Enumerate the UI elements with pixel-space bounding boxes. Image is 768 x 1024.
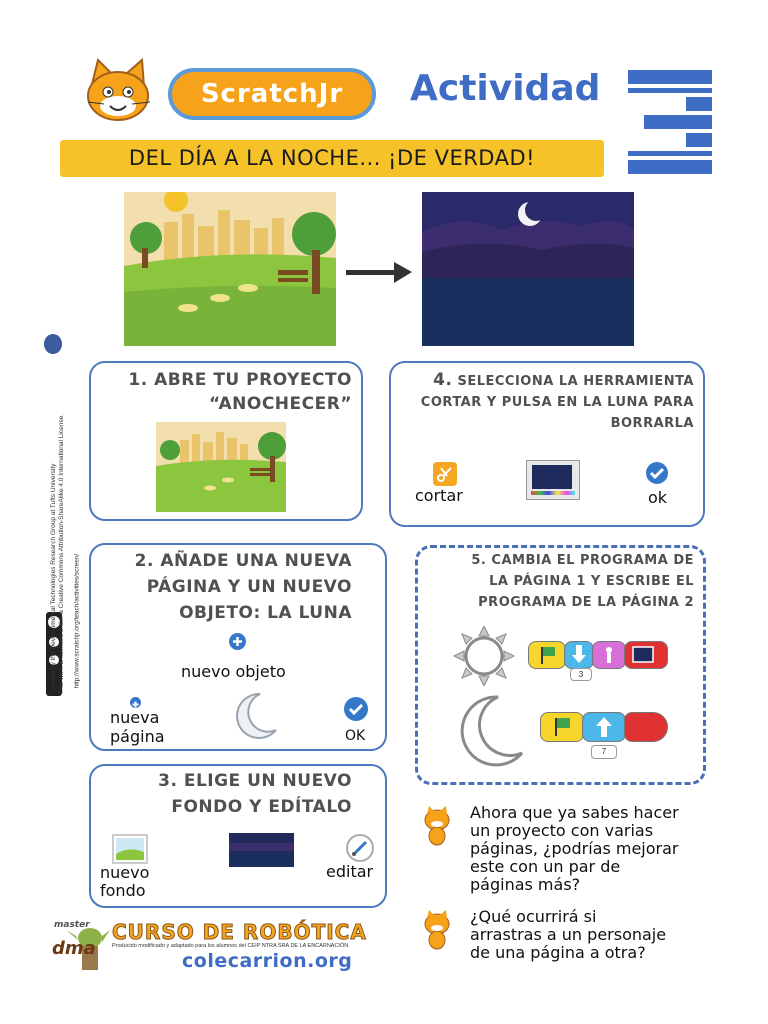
night-background-thumbnail xyxy=(229,833,294,867)
step-4-title-line-1: SELECCIONA LA HERRAMIENTA xyxy=(457,374,694,389)
add-page-plus-icon[interactable] xyxy=(130,697,141,708)
scissors-icon[interactable] xyxy=(433,462,457,486)
master-label: master xyxy=(54,920,90,930)
question-2-text xyxy=(470,908,720,962)
question-1-line-4: este con un par de xyxy=(470,857,621,876)
ok-label-step-4: ok xyxy=(648,488,668,507)
step-3-title-line-1: ELIGE UN NUEVO xyxy=(183,771,352,791)
step-1-title-line-1: ABRE TU PROYECTO xyxy=(154,370,352,390)
question-1-text xyxy=(470,804,720,894)
scratch-cat-mascot-icon-2 xyxy=(420,910,454,950)
credit-url-block xyxy=(72,470,82,690)
shrink-block[interactable] xyxy=(592,641,626,669)
move-down-block[interactable] xyxy=(564,641,594,669)
arrow-right-icon xyxy=(346,262,412,284)
moon-outline-sprite-icon xyxy=(452,693,526,769)
new-page-label-line-1: nueva xyxy=(110,708,160,727)
step-2-title-line-2: PÁGINA Y UN NUEVO xyxy=(146,577,352,597)
step-3-number: 3. xyxy=(158,771,178,791)
step-4-title-line-3: BORRARLA xyxy=(610,416,694,431)
step-5-number: 5. xyxy=(471,553,487,568)
question-1-line-5: páginas más? xyxy=(470,875,581,894)
step-2-title-line-3: OBJETO: LA LUNA xyxy=(179,603,352,623)
new-background-label-line-2: fondo xyxy=(100,881,146,900)
step-2-title xyxy=(100,548,352,626)
step-5-title-line-2: LA PÁGINA 1 Y ESCRIBE EL xyxy=(489,574,694,589)
edit-label: editar xyxy=(326,862,374,881)
step-5-title-line-3: PROGRAMA DE LA PÁGINA 2 xyxy=(478,595,694,610)
ok-check-icon-step-2[interactable] xyxy=(344,697,368,721)
step-1-title-line-2: “ANOCHECER” xyxy=(209,394,352,414)
course-subtitle: Producido modificado y adaptado para los alumnos del CEIP NTRA SRA DE LA ENCARNACIÓN xyxy=(112,943,349,949)
ok-check-icon[interactable] xyxy=(646,462,668,484)
step-2-number: 2. xyxy=(134,551,154,571)
paint-editor-icon[interactable] xyxy=(346,834,374,862)
course-title: CURSO DE ROBÓTICA xyxy=(112,920,367,944)
question-1-line-3: páginas, ¿podrías mejorar xyxy=(470,839,679,858)
end-block[interactable] xyxy=(624,712,668,742)
editor-screenshot-thumbnail xyxy=(526,460,580,500)
step-5-title xyxy=(426,550,694,613)
scratchjr-logo: ScratchJr xyxy=(168,68,376,120)
moon-sprite-icon xyxy=(226,690,282,742)
sun-sprite-icon xyxy=(452,626,516,686)
night-scene-image xyxy=(422,192,634,346)
cut-label: cortar xyxy=(415,486,463,505)
step-5-title-line-1: CAMBIA EL PROGRAMA DE xyxy=(491,553,694,568)
step-3-title xyxy=(100,768,352,820)
activity-banner xyxy=(60,140,604,177)
scratch-cat-mascot-icon xyxy=(420,806,454,846)
step-3-title-line-2: FONDO Y EDÍTALO xyxy=(171,797,352,817)
move-up-block[interactable] xyxy=(582,712,626,742)
step-1-number: 1. xyxy=(128,370,148,390)
activity-label: Actividad xyxy=(410,68,601,109)
new-object-label: nuevo objeto xyxy=(181,662,286,681)
green-flag-block[interactable] xyxy=(528,641,566,669)
ok-label-step-2: OK xyxy=(345,728,366,744)
credit-line-1: Created by the Developmental Technologies Research Group at Tufts University xyxy=(50,463,57,694)
activity-number xyxy=(628,70,714,174)
question-1-line-2: un proyecto con varias xyxy=(470,821,654,840)
question-2-line-3: de una página a otra? xyxy=(470,943,646,962)
new-page-label xyxy=(110,708,165,746)
step-4-title-line-2: CORTAR Y PULSA EN LA LUNA PARA xyxy=(420,395,694,410)
step-1-project-thumbnail xyxy=(156,422,286,512)
new-background-label-line-1: nuevo xyxy=(100,863,150,882)
new-background-label xyxy=(100,864,149,900)
credit-url[interactable]: http://www.scratchjr.org/teach/activities/screen/ xyxy=(73,553,81,689)
block-2-value: 7 xyxy=(591,745,617,759)
question-2-line-2: arrastras a un personaje xyxy=(470,925,667,944)
new-page-label-line-2: página xyxy=(110,727,165,746)
block-1-value: 3 xyxy=(570,668,592,681)
green-flag-block-2[interactable] xyxy=(540,712,584,742)
background-image-icon[interactable] xyxy=(112,834,148,864)
step-4-number: 4. xyxy=(433,370,453,390)
step-1-title xyxy=(100,368,352,416)
step-2-title-line-1: AÑADE UNA NUEVA xyxy=(160,551,352,571)
devtech-logo-icon xyxy=(44,334,62,354)
credit-text-block xyxy=(52,372,64,692)
site-link[interactable]: colecarrion.org xyxy=(182,950,353,972)
go-to-page-block[interactable] xyxy=(624,641,668,669)
question-2-line-1: ¿Qué ocurrirá si xyxy=(470,907,597,926)
scratch-cat-logo-icon xyxy=(80,56,158,126)
credit-line-2: This work is licensed under a Creative Commons Attribution-ShareAlike 4.0 International License. xyxy=(58,414,65,694)
add-object-plus-icon[interactable] xyxy=(229,633,246,650)
question-1-line-1: Ahora que ya sabes hacer xyxy=(470,803,679,822)
step-4-title xyxy=(400,370,694,434)
banner-title: DEL DÍA A LA NOCHE... ¡DE VERDAD! xyxy=(128,146,536,170)
day-scene-image xyxy=(124,192,336,346)
dma-label: dma xyxy=(52,938,96,959)
